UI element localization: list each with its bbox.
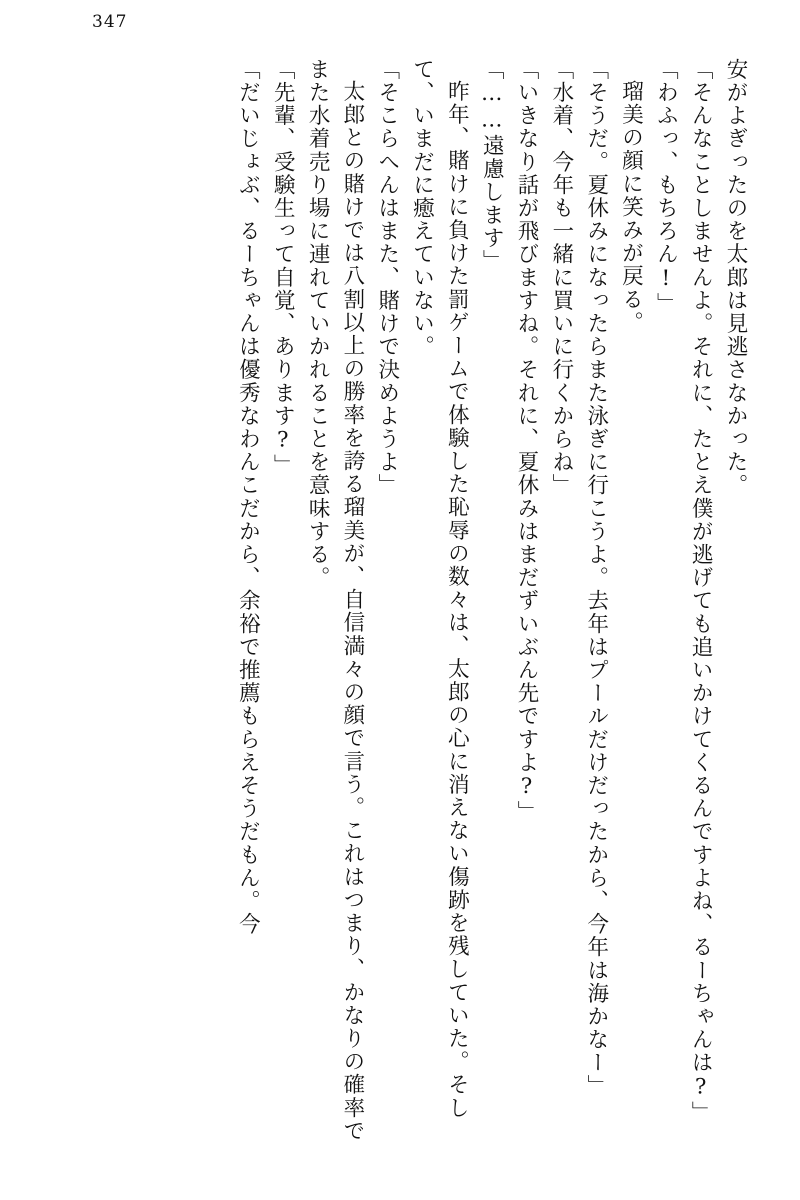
paragraph: 「そんなことしませんよ。それに、たとえ僕が逃げても追いかけてくるんですよね、るーちゃんは?」 [688, 58, 714, 1125]
paragraph: 「水着、今年も一緒に買いに行くからね」 [548, 58, 574, 497]
paragraph: 昨年、賭けに負けた罰ゲームで体験した恥辱の数々は、太郎の心に消えない傷跡を残していた。そして、いまだに癒えていない。 [409, 58, 470, 1119]
paragraph: 「わふっ、もちろん!」 [653, 58, 679, 316]
paragraph: 瑠美の顔に笑みが戻る。 [618, 79, 644, 334]
paragraph: 「そこらへんはまた、賭けで決めようよ」 [374, 58, 400, 497]
paragraph: 太郎との賭けでは八割以上の勝率を誇る瑠美が、自信満々の顔で言う。これはつまり、かなりの確率でまた水着売り場に連れていかれることを意味する。 [305, 58, 365, 1143]
page-number: 347 [92, 12, 128, 32]
paragraph: 「そうだ。夏休みになったらまた泳ぎに行こうよ。去年はプールだけだったから、今年は海かなー」 [583, 58, 609, 1098]
paragraph: 安がよぎったのを太郎は見逃さなかった。 [723, 58, 748, 497]
paragraph: 「……遠慮します」 [479, 58, 505, 273]
paragraph: 「だいじょぶ、るーちゃんは優秀なわんこだから、余裕で推薦もらえそうだもん。今 [235, 58, 261, 936]
paragraph: 「先輩、受験生って自覚、あります?」 [270, 58, 296, 478]
paragraph: 「いきなり話が飛びますね。それに、夏休みはまだずいぶん先ですよ?」 [514, 58, 540, 824]
vertical-text-body [48, 58, 752, 1158]
